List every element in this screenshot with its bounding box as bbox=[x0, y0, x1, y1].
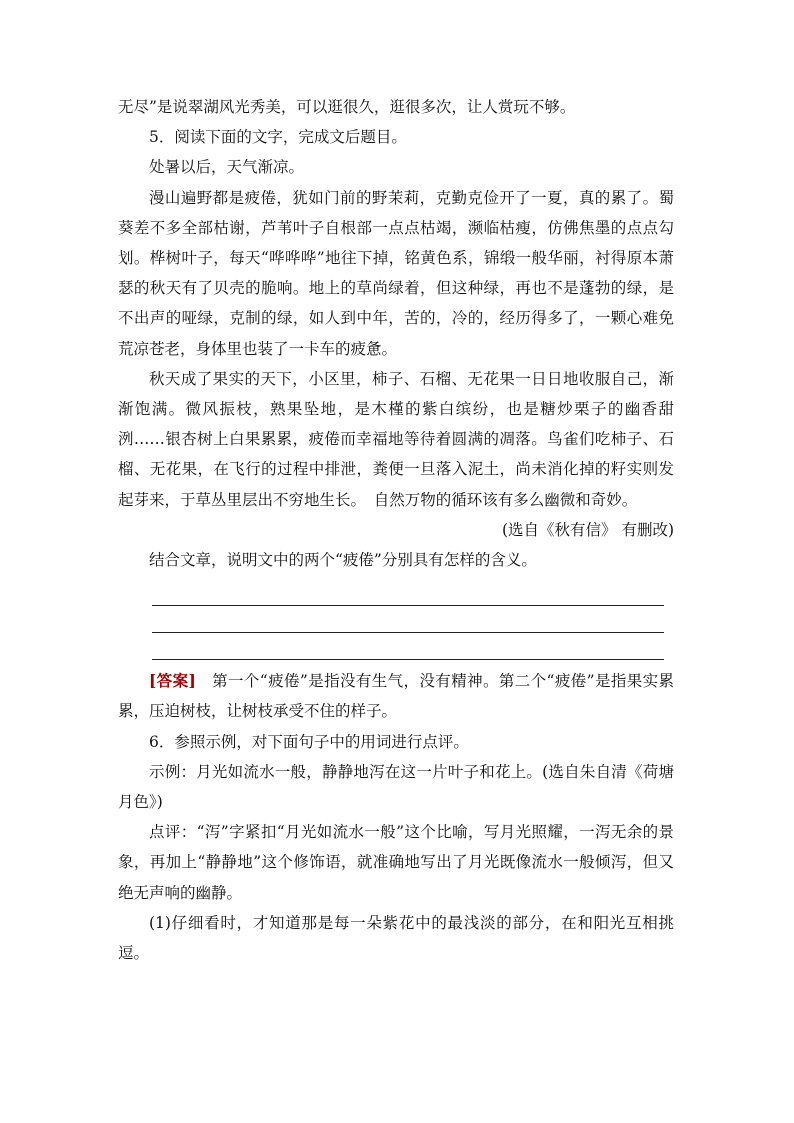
document-body bbox=[118, 92, 674, 968]
question-6-title: 6．参照示例，对下面句子中的用词进行点评。 bbox=[149, 732, 469, 751]
question-6-item-1: (1)仔细看时，才知道那是每一朵紫花中的最浅淡的部分，在和阳光互相挑逗。 bbox=[118, 913, 674, 963]
answer-paragraph bbox=[118, 666, 674, 726]
example-comment: 点评：“泻”字紧扣“月光如流水一般”这个比喻，写月光照耀，一泻无余的景象，再加上“静静地”这个修饰语，就准确地写出了月光既像流水一般倾泻，但又绝无声响的幽静。 bbox=[118, 823, 674, 902]
question-5-title: 5．阅读下面的文字，完成文后题目。 bbox=[149, 128, 407, 147]
answer-text: 第一个“疲倦”是指没有生气，没有精神。第二个“疲倦”是指果实累累，压迫树枝，让树枝承受不住的样子。 bbox=[118, 672, 674, 721]
passage-source: (选自《秋有信》 有删改) bbox=[501, 520, 674, 539]
passage-paragraph-2: 漫山遍野都是疲倦，犹如门前的野茉莉，克勤克俭开了一夏，真的累了。蜀葵差不多全部枯谢，芦苇叶子自根部一点点枯竭，濒临枯瘦，仿佛焦墨的点点勾划。桦树叶子，每天“哗哗哗”地往下掉，铭黄色系，锦缎一般华丽，衬得原本萧瑟的秋天有了贝壳的脆响。地上的草尚绿着，但这种绿，再也不是蓬勃的绿，是不出声的哑绿，克制的绿，如人到中年，苦的，冷的，经历得多了，一颗心难免荒凉苍老，身体里也装了一卡车的疲惫。 bbox=[118, 188, 674, 358]
answer-tag: [答案] bbox=[149, 671, 196, 691]
example-sentence: 示例：月光如流水一般，静静地泻在这一片叶子和花上。(选自朱自清《荷塘月色》) bbox=[118, 762, 674, 812]
answer-blank-line-3[interactable] bbox=[152, 659, 664, 660]
paragraph-continuation: 无尽”是说翠湖风光秀美，可以逛很久，逛很多次，让人赏玩不够。 bbox=[118, 98, 576, 116]
answer-blank-lines bbox=[118, 575, 674, 666]
passage-paragraph-1: 处暑以后，天气渐凉。 bbox=[149, 158, 305, 177]
question-5-prompt: 结合文章，说明文中的两个“疲倦”分别具有怎样的含义。 bbox=[149, 551, 537, 570]
passage-paragraph-3: 秋天成了果实的天下，小区里，柿子、石榴、无花果一日日地收服自己，渐渐饱满。微风振枝，熟果坠地，是木槿的紫白缤纷，也是糖炒栗子的幽香甜洌……银杏树上白果累累，疲倦而幸福地等待着圆满的凋落。鸟雀们吃柿子、石榴、无花果，在飞行的过程中排泄，粪便一旦落入泥土，尚未消化掉的籽实则发起芽来，于草丛里层出不穷地生长。 自然万物的循环该有多么幽微和奇妙。 bbox=[118, 369, 674, 509]
